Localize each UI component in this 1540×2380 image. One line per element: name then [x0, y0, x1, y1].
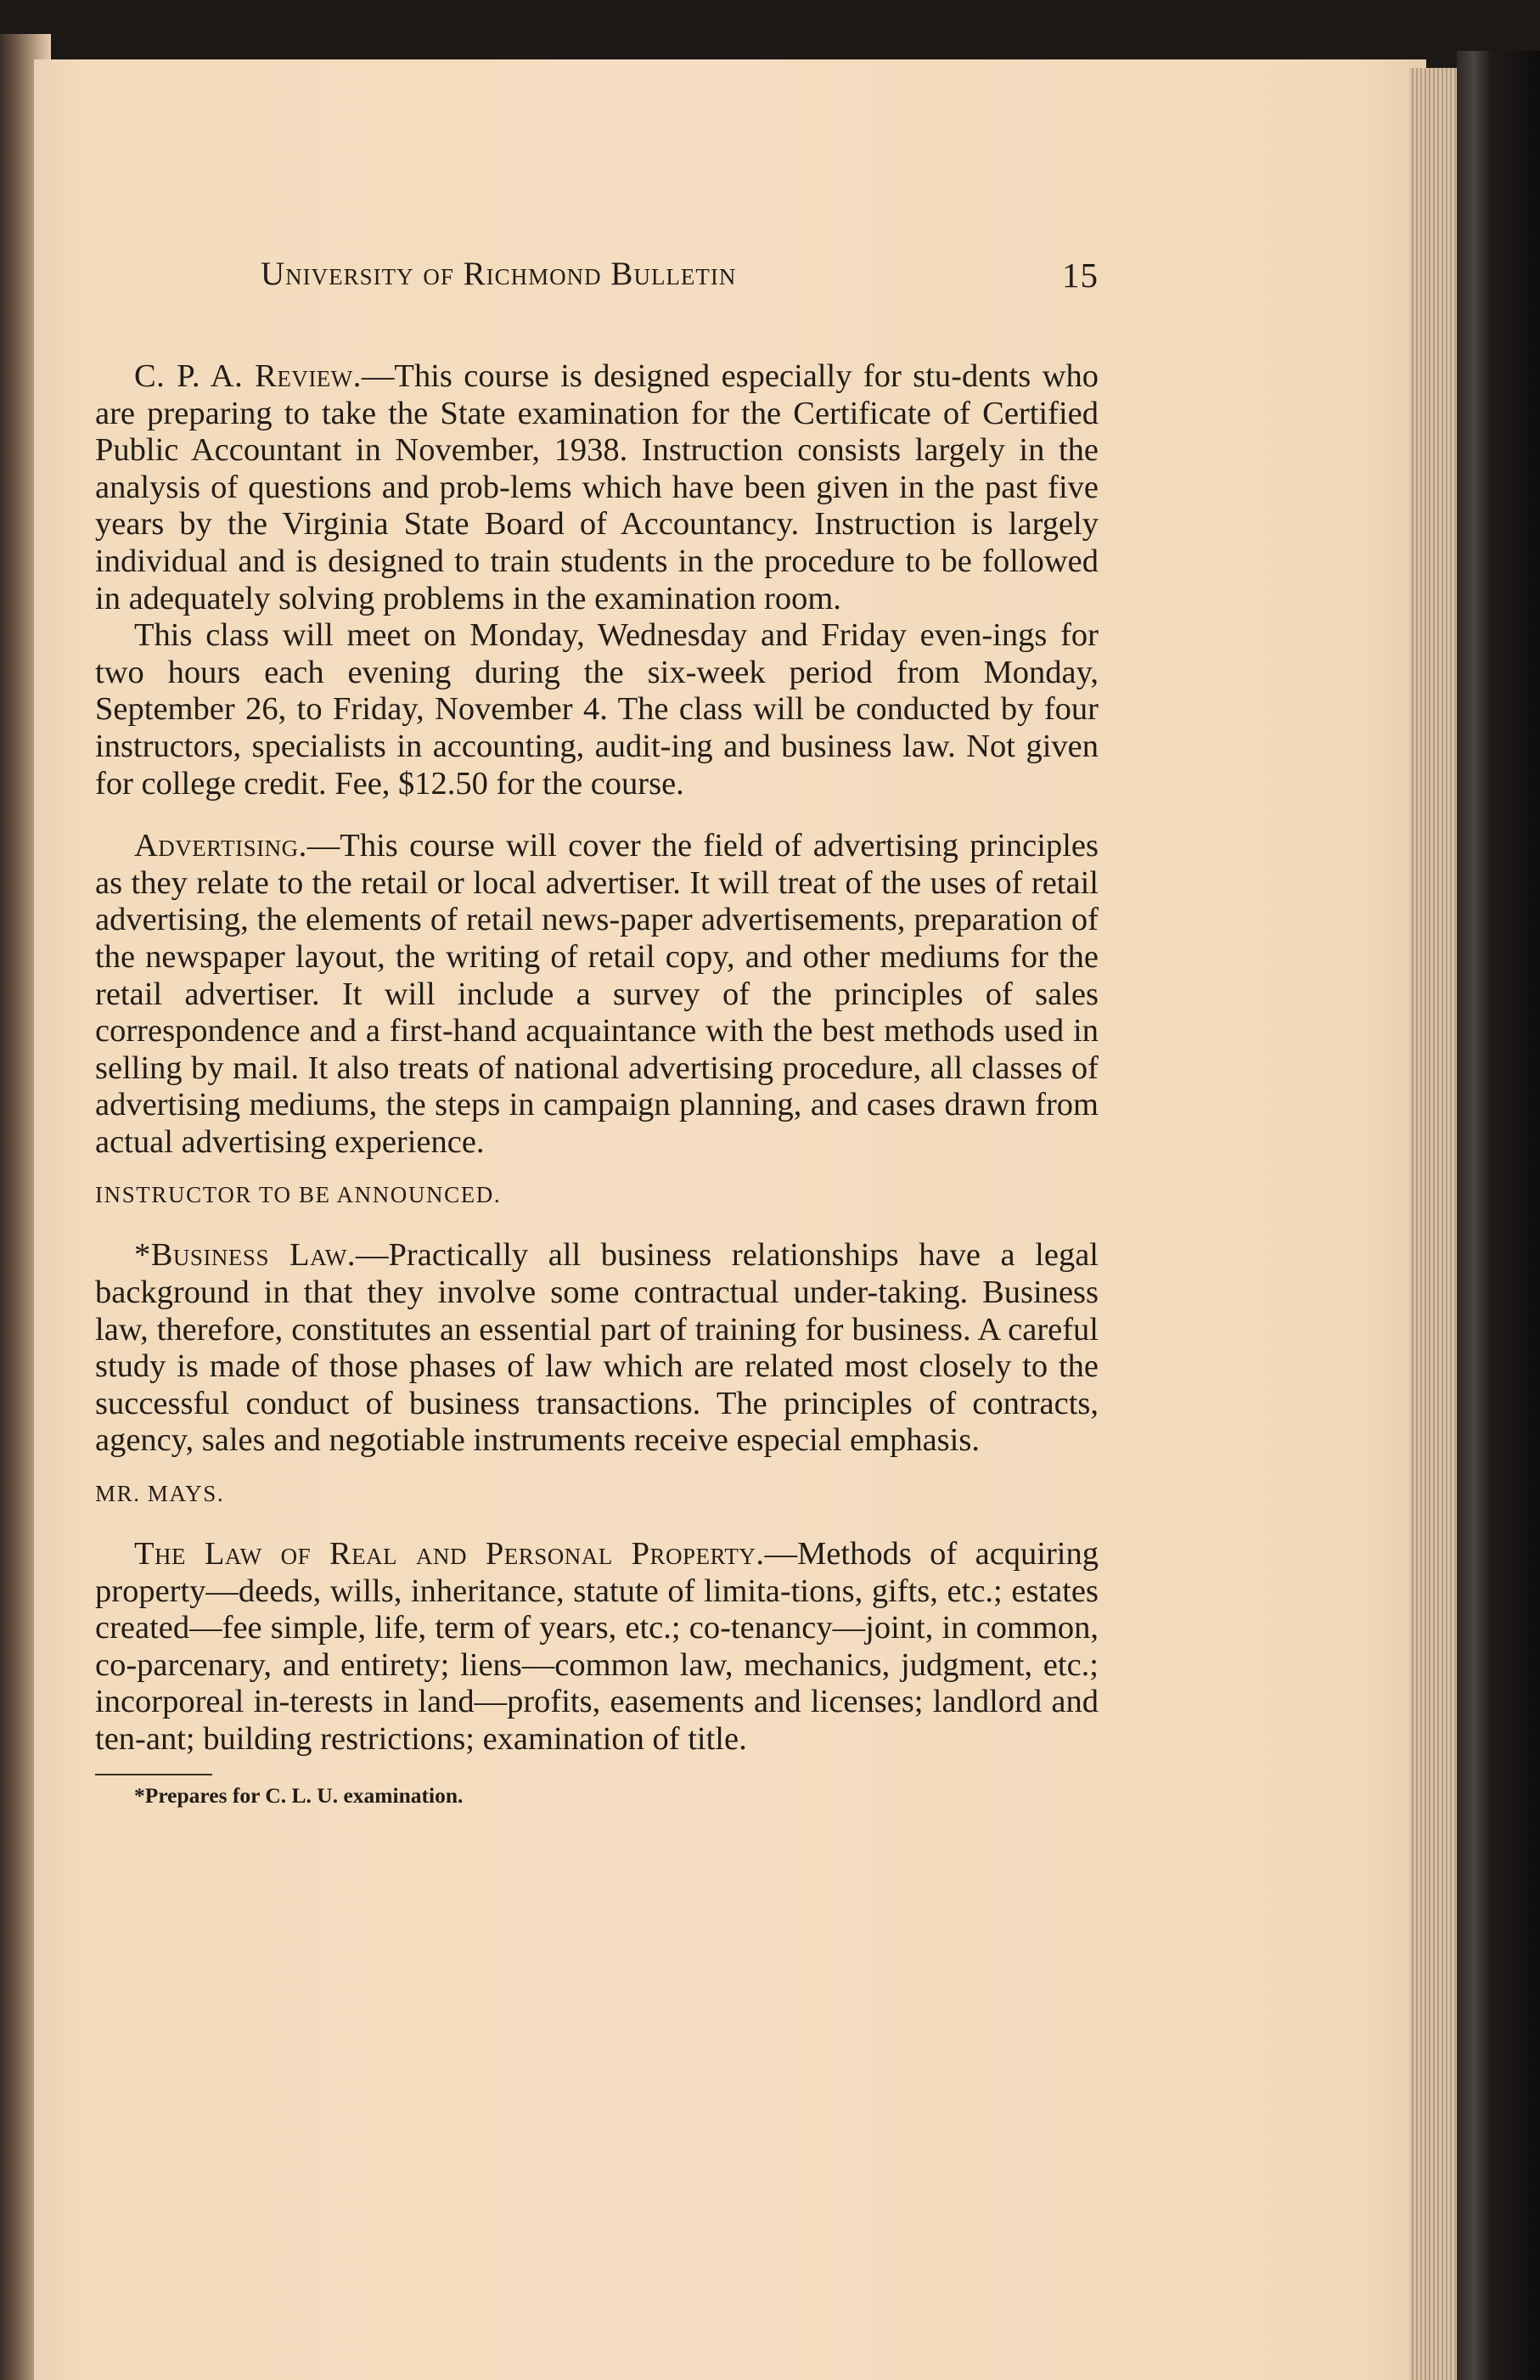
section-heading: Advertising.	[134, 828, 307, 864]
footnote: *Prepares for C. L. U. examination.	[134, 1782, 464, 1808]
section-property-law-paragraph	[95, 1536, 1099, 1758]
footnote-rule	[95, 1774, 212, 1775]
paragraph-text: —Methods of acquiring property—deeds, wills, inheritance, statute of limita-tions, gifts, etc.; estates created—fee simple, life, term of years, etc.; co-tenancy—joint, in common, co-parcenary, and entirety; liens—common law, mechanics, judgment, etc.; incorporeal in-terests in land—profits, easements and licenses; landlord and ten-ant; building restrictions; examination of title.	[95, 1536, 1099, 1757]
section-heading: C. P. A. Review.	[134, 358, 362, 394]
book-cover-edge	[1457, 51, 1540, 2380]
section-cpa-review-paragraph-2: This class will meet on Monday, Wednesday and Friday even-ings for two hours each evening during the six-week period from Monday, September 26, to Friday, November 4. The class will be conducted by four instructors, specialists in accounting, audit-ing and business law. Not given for college credit. Fee, $12.50 for the course.	[95, 617, 1099, 802]
paragraph-text: —This course will cover the field of advertising principles as they relate to the retail or local advertiser. It will treat of the uses of retail advertising, the elements of retail news-paper advertisements, preparation of the newspaper layout, the writing of retail copy, and other mediums for the retail advertiser. It will include a survey of the principles of sales correspondence and a first-hand acquaintance with the best methods used in selling by mail. It also treats of national advertising procedure, all classes of advertising mediums, the steps in campaign planning, and cases drawn from actual advertising experience.	[95, 828, 1099, 1160]
section-cpa-review-paragraph-1	[95, 358, 1099, 617]
page-number: 15	[1062, 256, 1099, 295]
section-business-law-paragraph	[95, 1237, 1099, 1460]
paragraph-text: —Practically all business relationships have a legal background in that they involve some contractual under-taking. Business law, therefore, constitutes an essential part of training for business. A careful study is made of those phases of law which are related most closely to the successful conduct of business transactions. The principles of contracts, agency, sales and negotiable instruments receive especial emphasis.	[95, 1237, 1099, 1459]
running-head	[95, 255, 1099, 306]
paragraph-text: —This course is designed especially for stu-dents who are preparing to take the State examination for the Certificate of Certified Public Accountant in November, 1938. Instruction consists largely in the analysis of questions and prob-lems which have been given in the past five years by the Virginia State Board of Accountancy. Instruction is largely individual and is designed to train students in the procedure to be followed in adequately solving problems in the examination room.	[95, 358, 1099, 616]
page-edges	[1409, 68, 1460, 2380]
running-head-title: University of Richmond Bulletin	[261, 256, 737, 292]
page-text-block	[95, 255, 1099, 1811]
section-heading: The Law of Real and Personal Property.	[134, 1536, 765, 1573]
instructor-line: INSTRUCTOR TO BE ANNOUNCED.	[95, 1182, 502, 1208]
instructor-line: MR. MAYS.	[95, 1481, 225, 1507]
section-heading: *Business Law.	[134, 1237, 357, 1274]
section-advertising-paragraph	[95, 828, 1099, 1161]
